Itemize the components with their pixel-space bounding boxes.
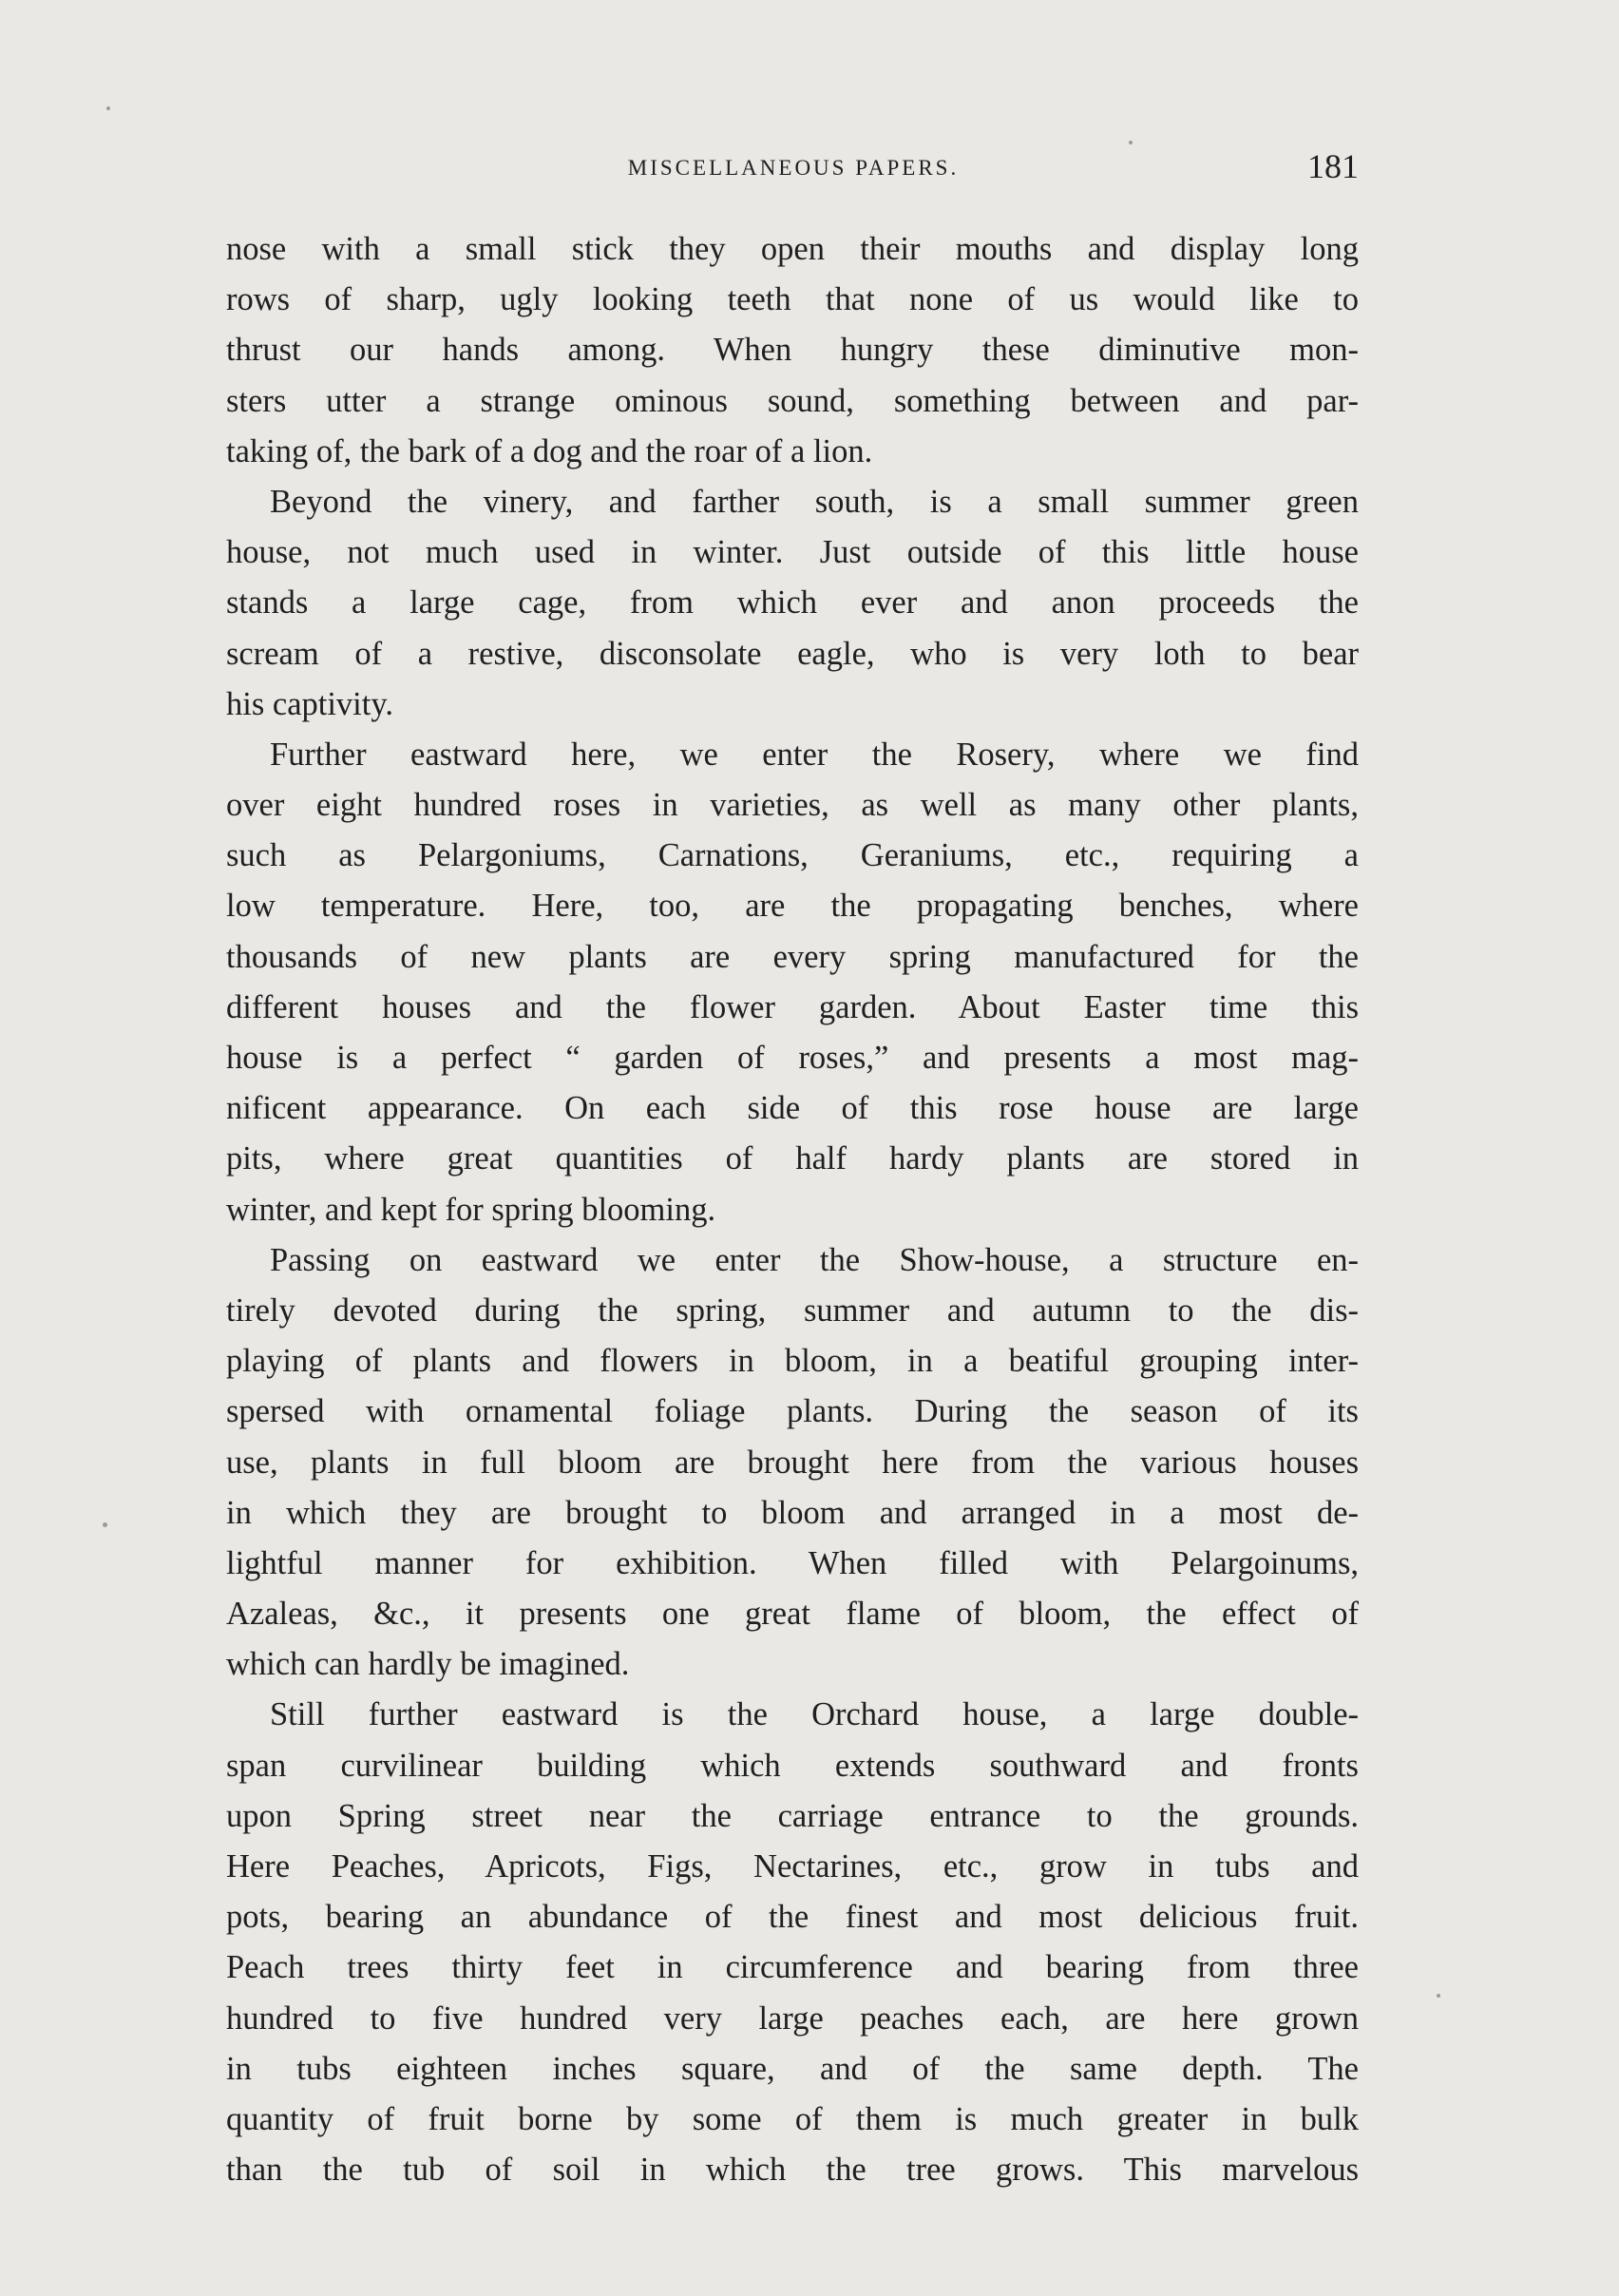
text-line: playing of plants and flowers in bloom, in a beatiful grouping inter-	[226, 1343, 1359, 1380]
text-line: different houses and the flower garden. About Easter time this	[226, 988, 1359, 1025]
text-line: stands a large cage, from which ever and anon proceeds the	[226, 584, 1359, 622]
text-line: pots, bearing an abundance of the finest and most delicious fruit.	[226, 1899, 1359, 1936]
text-line: quantity of fruit borne by some of them is much greater in bulk	[226, 2100, 1359, 2137]
text-line: use, plants in full bloom are brought here from the various houses	[226, 1444, 1359, 1481]
text-line: hundred to five hundred very large peaches each, are here grown	[226, 1999, 1359, 2037]
running-title: MISCELLANEOUS PAPERS.	[627, 156, 960, 180]
text-line: than the tub of soil in which the tree grows. This marvelous	[226, 2152, 1359, 2189]
page-number: 181	[1307, 147, 1359, 185]
text-line: Peach trees thirty feet in circumference and bearing from three	[226, 1949, 1359, 1986]
scan-speck	[1437, 1994, 1440, 1998]
scan-speck	[103, 1522, 107, 1527]
page-header	[228, 143, 1359, 190]
scan-speck	[1129, 141, 1133, 144]
scan-speck	[106, 106, 110, 110]
text-line: spersed with ornamental foliage plants. During the season of its	[226, 1393, 1359, 1430]
text-line: nose with a small stick they open their mouths and display long	[226, 231, 1359, 267]
text-line: lightful manner for exhibition. When filled with Pelargoinums,	[226, 1544, 1359, 1581]
text-line: nificent appearance. On each side of this rose house are large	[226, 1090, 1359, 1127]
text-line: Beyond the vinery, and farther south, is a small summer green	[270, 483, 1359, 520]
text-line: Azaleas, &c., it presents one great flame of bloom, the effect of	[226, 1596, 1359, 1633]
text-line: Passing on eastward we enter the Show-house, a structure en-	[270, 1241, 1359, 1278]
text-line: upon Spring street near the carriage entrance to the grounds.	[226, 1797, 1359, 1834]
text-line: rows of sharp, ugly looking teeth that none of us would like to	[226, 281, 1359, 318]
text-line: Here Peaches, Apricots, Figs, Nectarines, etc., grow in tubs and	[226, 1848, 1359, 1885]
text-line: winter, and kept for spring blooming.	[226, 1191, 716, 1228]
text-line: tirely devoted during the spring, summer and autumn to the dis-	[226, 1292, 1359, 1329]
text-line: in which they are brought to bloom and arranged in a most de-	[226, 1494, 1359, 1531]
text-line: which can hardly be imagined.	[226, 1646, 630, 1683]
text-line: span curvilinear building which extends southward and fronts	[226, 1747, 1359, 1784]
text-line: house is a perfect “ garden of roses,” and presents a most mag-	[226, 1040, 1359, 1076]
text-line: thrust our hands among. When hungry these diminutive mon-	[226, 332, 1359, 369]
text-line: thousands of new plants are every spring manufactured for the	[226, 938, 1359, 975]
body-text	[226, 224, 1359, 2195]
text-line: Further eastward here, we enter the Rosery, where we find	[270, 736, 1359, 773]
text-line: scream of a restive, disconsolate eagle, who is very loth to bear	[226, 635, 1359, 672]
text-line: house, not much used in winter. Just outside of this little house	[226, 534, 1359, 571]
text-line: pits, where great quantities of half hardy plants are stored in	[226, 1140, 1359, 1177]
text-line: such as Pelargoniums, Carnations, Geraniums, etc., requiring a	[226, 837, 1359, 874]
text-line: sters utter a strange ominous sound, something between and par-	[226, 382, 1359, 419]
text-line: low temperature. Here, too, are the propagating benches, where	[226, 888, 1359, 925]
text-line: over eight hundred roses in varieties, as well as many other plants,	[226, 787, 1359, 824]
text-line: Still further eastward is the Orchard house, a large double-	[270, 1696, 1359, 1733]
text-line: taking of, the bark of a dog and the roar of a lion.	[226, 432, 873, 469]
text-line: his captivity.	[226, 685, 393, 722]
text-line: in tubs eighteen inches square, and of the same depth. The	[226, 2050, 1359, 2087]
